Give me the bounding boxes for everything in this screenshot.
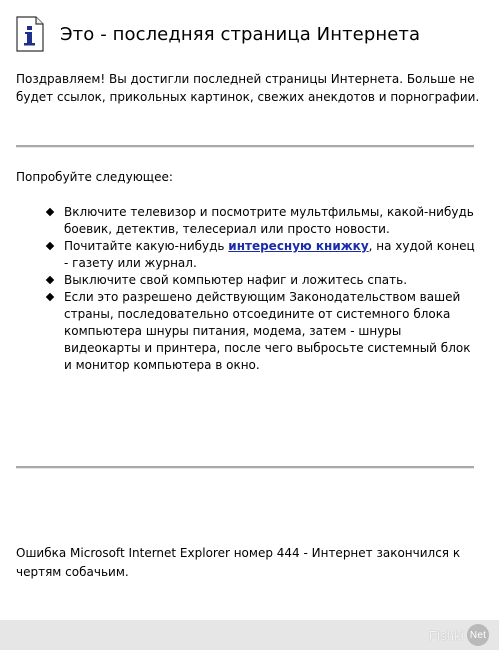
page-header bbox=[16, 14, 420, 54]
suggestions-list bbox=[46, 204, 478, 374]
suggestion-text: Выключите свой компьютер нафиг и ложитесь спать. bbox=[64, 273, 408, 287]
suggestion-text-before: Почитайте какую-нибудь bbox=[64, 239, 229, 253]
suggestion-text: Если это разрешено действующим Законодательством вашей страны, последовательно отсоедините от системного блока компьютера шнуры питания, модема, затем - шнуры видеокарты и принтера, после чего выбросьте системный блок и монитор компьютера в окно. bbox=[64, 290, 471, 372]
interesting-book-link[interactable]: интересную книжку bbox=[228, 239, 369, 253]
suggestion-text: Включите телевизор и посмотрите мультфильмы, какой-нибудь боевик, детектив, телесериал или просто новости. bbox=[64, 205, 474, 236]
suggestion-text-after: , на худой конец - газету или журнал. bbox=[64, 239, 475, 270]
divider-bottom bbox=[16, 466, 474, 469]
list-item bbox=[46, 204, 478, 238]
watermark-text: Fishki bbox=[428, 627, 464, 643]
bullet-icon bbox=[46, 208, 54, 216]
intro-text: Поздравляем! Вы достигли последней страницы Интернета. Больше не будет ссылок, прикольных картинок, свежих анекдотов и порнографии. bbox=[16, 72, 480, 104]
suggestions-heading: Попробуйте следующее: bbox=[16, 170, 173, 184]
watermark-logo bbox=[429, 624, 489, 646]
info-icon bbox=[16, 16, 44, 52]
error-message: Ошибка Microsoft Internet Explorer номер 444 - Интернет закончился к чертям собачьим. bbox=[16, 546, 461, 579]
bottom-strip bbox=[0, 620, 499, 650]
list-item bbox=[46, 289, 478, 374]
list-item bbox=[46, 272, 478, 289]
bullet-icon bbox=[46, 276, 54, 284]
list-item bbox=[46, 238, 478, 272]
bullet-icon bbox=[46, 242, 54, 250]
divider-top bbox=[16, 145, 474, 148]
page-title: Это - последняя страница Интернета bbox=[60, 23, 421, 45]
bullet-icon bbox=[46, 293, 54, 301]
watermark-badge: Net bbox=[467, 624, 489, 646]
